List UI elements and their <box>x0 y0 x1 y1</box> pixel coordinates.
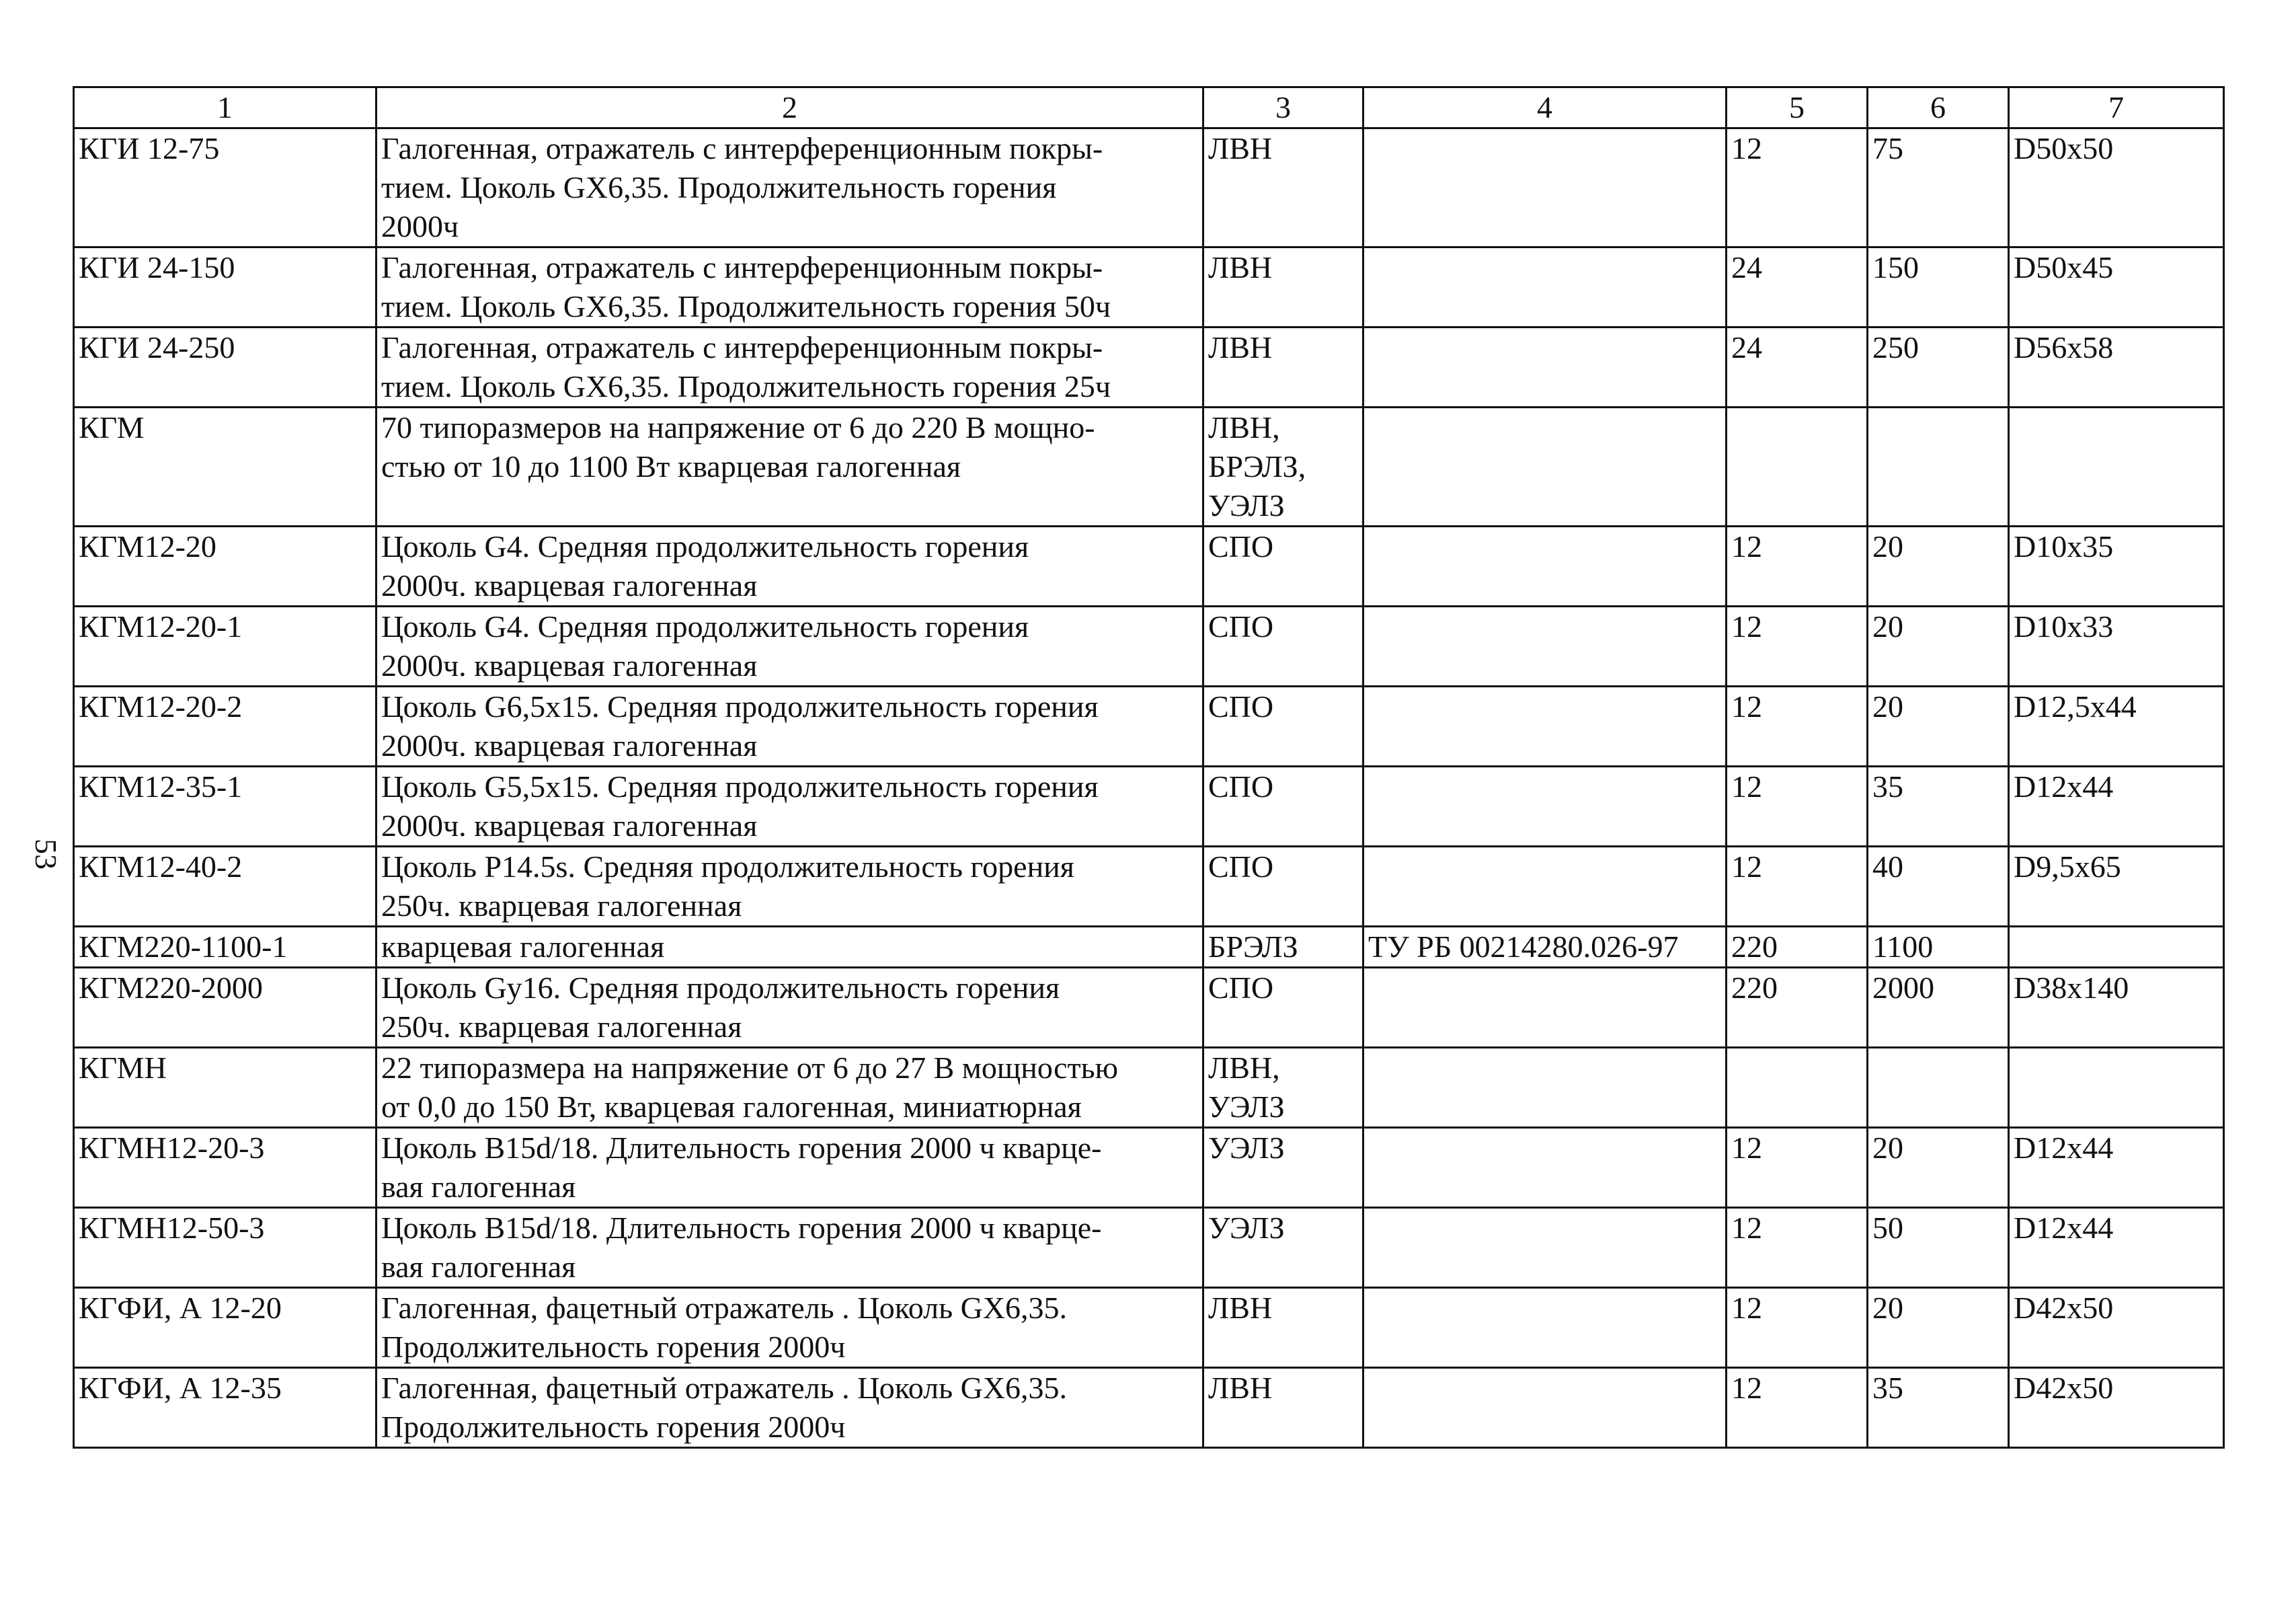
dimensions-cell: D10x33 <box>2009 607 2224 687</box>
manufacturer-cell: ЛВН <box>1203 128 1363 247</box>
description-cell: кварцевая галогенная <box>377 927 1203 968</box>
table-row <box>74 847 2224 927</box>
table-row <box>74 1288 2224 1368</box>
voltage-cell: 12 <box>1727 607 1868 687</box>
table-row <box>74 767 2224 847</box>
standard-cell <box>1363 1208 1727 1288</box>
voltage-cell: 12 <box>1727 1128 1868 1208</box>
dimensions-cell <box>2009 1048 2224 1128</box>
description-cell: Галогенная, отражатель с интерференционным покры- тием. Цоколь GX6,35. Продолжительность горения 50ч <box>377 247 1203 328</box>
voltage-cell: 12 <box>1727 1288 1868 1368</box>
power-cell: 75 <box>1868 128 2009 247</box>
voltage-cell: 220 <box>1727 968 1868 1048</box>
lamp-type-cell: КГМ12-40-2 <box>74 847 377 927</box>
voltage-cell: 12 <box>1727 847 1868 927</box>
lamp-spec-table <box>73 86 2225 1449</box>
column-header-4: 4 <box>1363 87 1727 128</box>
voltage-cell <box>1727 1048 1868 1128</box>
power-cell: 1100 <box>1868 927 2009 968</box>
manufacturer-cell: БРЭЛЗ <box>1203 927 1363 968</box>
manufacturer-cell: ЛВН <box>1203 328 1363 408</box>
lamp-type-cell: КГМ220-2000 <box>74 968 377 1048</box>
manufacturer-cell: ЛВН, УЭЛЗ <box>1203 1048 1363 1128</box>
dimensions-cell: D9,5x65 <box>2009 847 2224 927</box>
table-row <box>74 408 2224 527</box>
manufacturer-cell: СПО <box>1203 607 1363 687</box>
table-row <box>74 328 2224 408</box>
lamp-type-cell: КГФИ, А 12-35 <box>74 1368 377 1448</box>
standard-cell <box>1363 1368 1727 1448</box>
table-row <box>74 1208 2224 1288</box>
standard-cell <box>1363 767 1727 847</box>
lamp-type-cell: КГФИ, А 12-20 <box>74 1288 377 1368</box>
power-cell: 250 <box>1868 328 2009 408</box>
standard-cell <box>1363 1048 1727 1128</box>
dimensions-cell: D10x35 <box>2009 527 2224 607</box>
manufacturer-cell: СПО <box>1203 527 1363 607</box>
dimensions-cell <box>2009 408 2224 527</box>
description-cell: 70 типоразмеров на напряжение от 6 до 220 В мощно- стью от 10 до 1100 Вт кварцевая галогенная <box>377 408 1203 527</box>
table-row <box>74 687 2224 767</box>
standard-cell <box>1363 847 1727 927</box>
voltage-cell: 12 <box>1727 1368 1868 1448</box>
lamp-type-cell: КГМ <box>74 408 377 527</box>
dimensions-cell: D12,5x44 <box>2009 687 2224 767</box>
standard-cell <box>1363 408 1727 527</box>
lamp-type-cell: КГМ12-20-2 <box>74 687 377 767</box>
standard-cell <box>1363 247 1727 328</box>
voltage-cell <box>1727 408 1868 527</box>
column-header-1: 1 <box>74 87 377 128</box>
dimensions-cell: D12x44 <box>2009 1208 2224 1288</box>
dimensions-cell: D56x58 <box>2009 328 2224 408</box>
voltage-cell: 12 <box>1727 687 1868 767</box>
manufacturer-cell: СПО <box>1203 687 1363 767</box>
lamp-type-cell: КГМН12-50-3 <box>74 1208 377 1288</box>
power-cell: 150 <box>1868 247 2009 328</box>
dimensions-cell <box>2009 927 2224 968</box>
dimensions-cell: D12x44 <box>2009 767 2224 847</box>
standard-cell <box>1363 328 1727 408</box>
power-cell: 20 <box>1868 527 2009 607</box>
voltage-cell: 12 <box>1727 1208 1868 1288</box>
description-cell: Галогенная, отражатель с интерференционным покры- тием. Цоколь GX6,35. Продолжительность горения 2000ч <box>377 128 1203 247</box>
standard-cell <box>1363 1288 1727 1368</box>
table-row <box>74 128 2224 247</box>
standard-cell <box>1363 968 1727 1048</box>
dimensions-cell: D12x44 <box>2009 1128 2224 1208</box>
manufacturer-cell: СПО <box>1203 847 1363 927</box>
power-cell: 35 <box>1868 767 2009 847</box>
table-row <box>74 927 2224 968</box>
power-cell <box>1868 408 2009 527</box>
power-cell: 20 <box>1868 1288 2009 1368</box>
lamp-type-cell: КГМ12-20-1 <box>74 607 377 687</box>
lamp-type-cell: КГИ 12-75 <box>74 128 377 247</box>
description-cell: Цоколь G4. Средняя продолжительность горения 2000ч. кварцевая галогенная <box>377 527 1203 607</box>
standard-cell <box>1363 607 1727 687</box>
table-row <box>74 247 2224 328</box>
table-row <box>74 968 2224 1048</box>
power-cell <box>1868 1048 2009 1128</box>
standard-cell <box>1363 128 1727 247</box>
column-header-6: 6 <box>1868 87 2009 128</box>
power-cell: 50 <box>1868 1208 2009 1288</box>
manufacturer-cell: ЛВН <box>1203 1288 1363 1368</box>
description-cell: Цоколь P14.5s. Средняя продолжительность горения 250ч. кварцевая галогенная <box>377 847 1203 927</box>
lamp-type-cell: КГИ 24-250 <box>74 328 377 408</box>
power-cell: 20 <box>1868 607 2009 687</box>
table-row <box>74 527 2224 607</box>
table-row <box>74 1128 2224 1208</box>
lamp-type-cell: КГМ12-35-1 <box>74 767 377 847</box>
dimensions-cell: D42x50 <box>2009 1368 2224 1448</box>
description-cell: Цоколь Gy16. Средняя продолжительность горения 250ч. кварцевая галогенная <box>377 968 1203 1048</box>
manufacturer-cell: ЛВН, БРЭЛЗ, УЭЛЗ <box>1203 408 1363 527</box>
table-row <box>74 607 2224 687</box>
lamp-type-cell: КГМ12-20 <box>74 527 377 607</box>
column-header-5: 5 <box>1727 87 1868 128</box>
dimensions-cell: D42x50 <box>2009 1288 2224 1368</box>
lamp-type-cell: КГМН <box>74 1048 377 1128</box>
table-body <box>74 128 2224 1448</box>
column-header-2: 2 <box>377 87 1203 128</box>
standard-cell <box>1363 527 1727 607</box>
voltage-cell: 12 <box>1727 128 1868 247</box>
description-cell: Галогенная, отражатель с интерференционным покры- тием. Цоколь GX6,35. Продолжительность горения 25ч <box>377 328 1203 408</box>
description-cell: 22 типоразмера на напряжение от 6 до 27 В мощностью от 0,0 до 150 Вт, кварцевая галогенная, миниатюрная <box>377 1048 1203 1128</box>
manufacturer-cell: ЛВН <box>1203 247 1363 328</box>
power-cell: 35 <box>1868 1368 2009 1448</box>
table-row <box>74 1048 2224 1128</box>
description-cell: Цоколь B15d/18. Длительность горения 2000 ч кварце- вая галогенная <box>377 1208 1203 1288</box>
power-cell: 20 <box>1868 1128 2009 1208</box>
power-cell: 2000 <box>1868 968 2009 1048</box>
standard-cell <box>1363 1128 1727 1208</box>
voltage-cell: 24 <box>1727 328 1868 408</box>
manufacturer-cell: УЭЛЗ <box>1203 1208 1363 1288</box>
description-cell: Галогенная, фацетный отражатель . Цоколь GX6,35. Продолжительность горения 2000ч <box>377 1368 1203 1448</box>
column-header-7: 7 <box>2009 87 2224 128</box>
manufacturer-cell: УЭЛЗ <box>1203 1128 1363 1208</box>
standard-cell: ТУ РБ 00214280.026-97 <box>1363 927 1727 968</box>
manufacturer-cell: СПО <box>1203 968 1363 1048</box>
description-cell: Галогенная, фацетный отражатель . Цоколь GX6,35. Продолжительность горения 2000ч <box>377 1288 1203 1368</box>
voltage-cell: 12 <box>1727 767 1868 847</box>
manufacturer-cell: ЛВН <box>1203 1368 1363 1448</box>
power-cell: 20 <box>1868 687 2009 767</box>
description-cell: Цоколь G5,5x15. Средняя продолжительность горения 2000ч. кварцевая галогенная <box>377 767 1203 847</box>
lamp-type-cell: КГМ220-1100-1 <box>74 927 377 968</box>
description-cell: Цоколь G6,5x15. Средняя продолжительность горения 2000ч. кварцевая галогенная <box>377 687 1203 767</box>
voltage-cell: 24 <box>1727 247 1868 328</box>
table-row <box>74 1368 2224 1448</box>
voltage-cell: 12 <box>1727 527 1868 607</box>
dimensions-cell: D50x50 <box>2009 128 2224 247</box>
description-cell: Цоколь B15d/18. Длительность горения 2000 ч кварце- вая галогенная <box>377 1128 1203 1208</box>
header-row <box>74 87 2224 128</box>
manufacturer-cell: СПО <box>1203 767 1363 847</box>
standard-cell <box>1363 687 1727 767</box>
dimensions-cell: D50x45 <box>2009 247 2224 328</box>
page-number: 53 <box>29 839 63 870</box>
dimensions-cell: D38x140 <box>2009 968 2224 1048</box>
column-header-3: 3 <box>1203 87 1363 128</box>
voltage-cell: 220 <box>1727 927 1868 968</box>
description-cell: Цоколь G4. Средняя продолжительность горения 2000ч. кварцевая галогенная <box>377 607 1203 687</box>
power-cell: 40 <box>1868 847 2009 927</box>
lamp-type-cell: КГИ 24-150 <box>74 247 377 328</box>
lamp-type-cell: КГМН12-20-3 <box>74 1128 377 1208</box>
